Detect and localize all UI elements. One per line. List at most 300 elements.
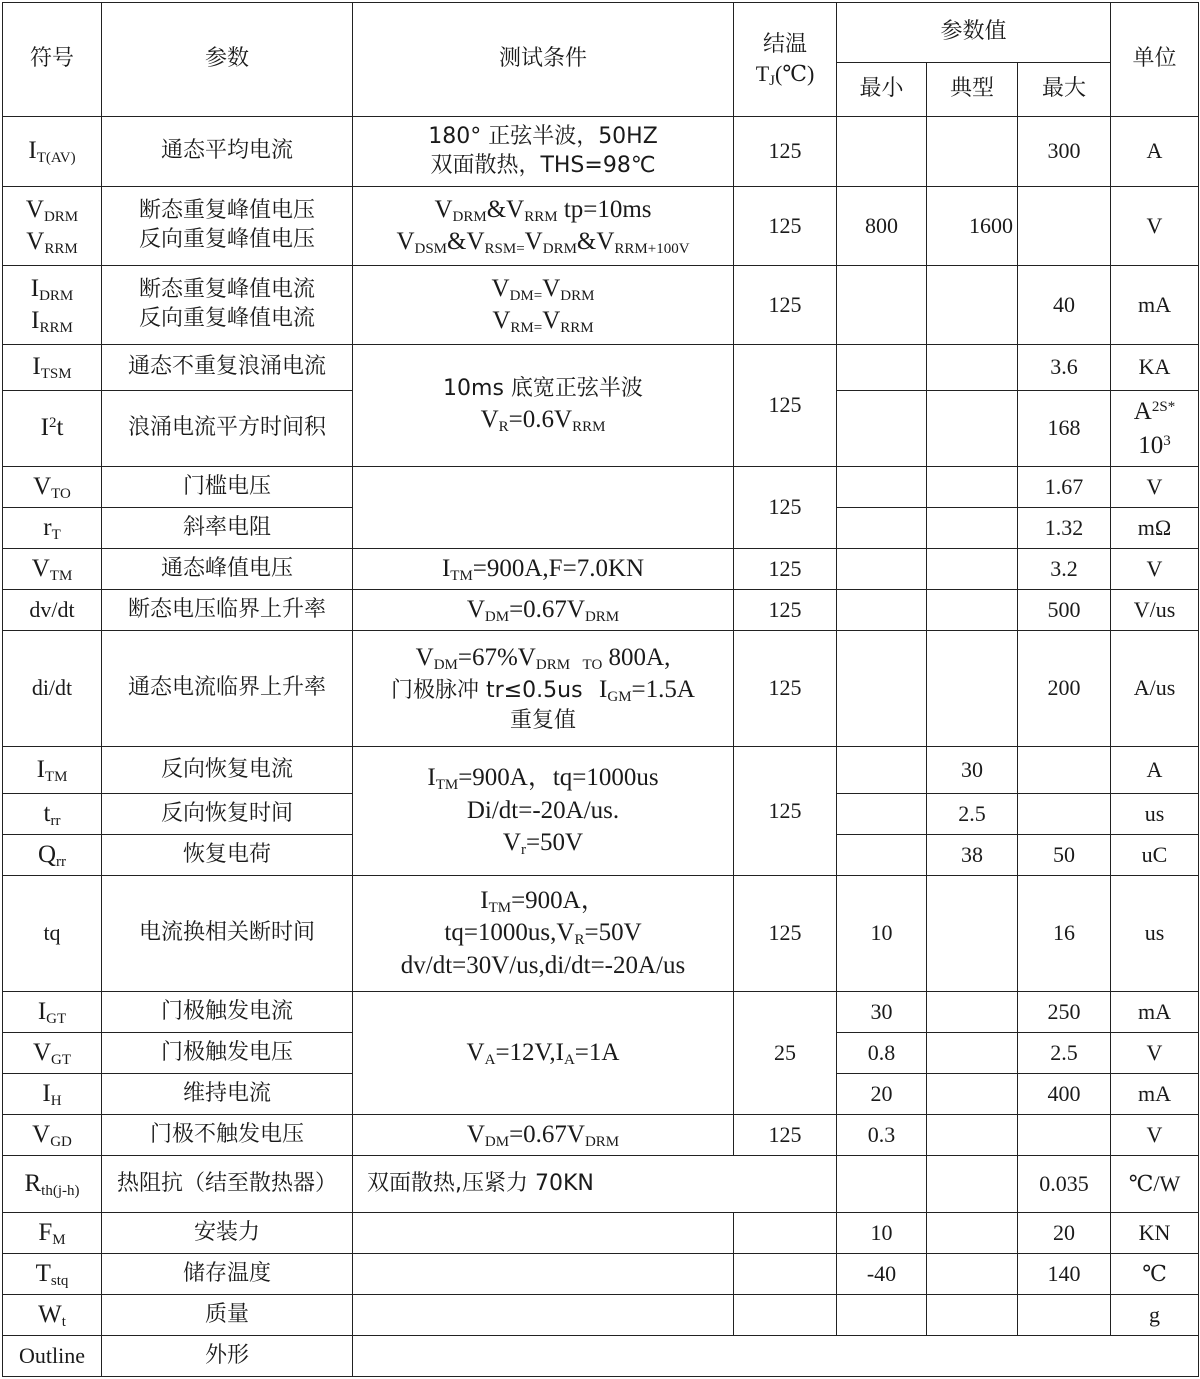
header-parameter: 参数 — [102, 3, 353, 117]
max-cell: 200 — [1018, 631, 1111, 747]
symbol-cell — [3, 747, 102, 794]
max-cell: 1.67 — [1018, 467, 1111, 508]
tj-cell: 125 — [734, 187, 837, 266]
condition-cell — [353, 1213, 734, 1254]
tj-t: T — [755, 60, 770, 86]
cond-text: I — [427, 764, 436, 792]
table-row — [3, 876, 1199, 992]
symbol-cell — [3, 1074, 102, 1115]
condition-cell — [353, 266, 734, 345]
table-row — [3, 631, 1199, 747]
cond-text: V — [492, 307, 511, 334]
tj-cell: 125 — [734, 590, 837, 631]
max-cell: 20 — [1018, 1213, 1111, 1254]
max-cell — [1018, 747, 1111, 794]
header-unit: 单位 — [1111, 3, 1199, 117]
sym-sup: 2 — [48, 415, 57, 432]
cond-text: V — [415, 643, 434, 671]
table-row — [3, 187, 1199, 266]
cond-text: tq=1000us,V — [444, 919, 575, 947]
typ-cell — [927, 1033, 1018, 1074]
sym-sub: th(j-h) — [41, 1182, 80, 1199]
min-cell: 10 — [837, 876, 927, 992]
condition-cell: 双面散热,压紧力 70KN — [353, 1156, 837, 1213]
unit-cell: KN — [1111, 1213, 1199, 1254]
max-cell: 40 — [1018, 266, 1111, 345]
condition-line: 重复值 — [509, 707, 576, 733]
parameter-cell: 通态电流临界上升率 — [102, 631, 353, 747]
cond-sub: DM= — [509, 287, 543, 304]
cond-text: I — [599, 676, 608, 704]
symbol-cell — [3, 117, 102, 187]
parameter-cell: 电流换相关断时间 — [102, 876, 353, 992]
sym-sub: T(AV) — [36, 150, 76, 167]
min-cell: 20 — [837, 1074, 927, 1115]
parameter-cell: 热阻抗（结至散热器） — [102, 1156, 353, 1213]
condition-cell — [353, 590, 734, 631]
tj-cell: 125 — [734, 117, 837, 187]
table-row — [3, 467, 1199, 508]
cond-sub: TO — [582, 656, 603, 673]
typ-cell — [927, 1213, 1018, 1254]
symbol-cell — [3, 345, 102, 391]
min-cell: 0.3 — [837, 1115, 927, 1156]
header-junction-temp — [734, 3, 837, 117]
max-cell: 500 — [1018, 590, 1111, 631]
tj-cell: 125 — [734, 345, 837, 467]
typ-cell: 38 — [927, 835, 1018, 876]
parameter-cell: 反向恢复电流 — [102, 747, 353, 794]
parameter-line: 断态重复峰值电压 — [138, 198, 315, 224]
typ-cell — [927, 549, 1018, 590]
header-conditions: 测试条件 — [353, 3, 734, 117]
sym: R — [24, 1169, 42, 1197]
cond-text: I — [480, 886, 489, 914]
typ-cell — [927, 876, 1018, 992]
max-cell — [1018, 1115, 1111, 1156]
cond-text: =0.67V — [509, 1120, 585, 1148]
symbol-cell — [3, 508, 102, 549]
sym-sub: rr — [56, 853, 67, 870]
cond-text: =1.5A — [631, 676, 695, 704]
unit-cell: V — [1111, 467, 1199, 508]
tj-cell: 125 — [734, 1115, 837, 1156]
unit-cell: V — [1111, 1033, 1199, 1074]
min-cell: -40 — [837, 1254, 927, 1295]
sym: t — [43, 799, 51, 827]
symbol-cell — [3, 391, 102, 467]
symbol-cell — [3, 266, 102, 345]
symbol-cell: Outline — [3, 1336, 102, 1377]
symbol-cell: tq — [3, 876, 102, 992]
sym-sub: T — [51, 526, 61, 543]
cond-sub: A — [484, 1051, 496, 1068]
max-cell: 140 — [1018, 1254, 1111, 1295]
cond-text: =900A，tq=1000us — [458, 764, 659, 792]
sym: V — [25, 195, 44, 223]
unit-cell: V/us — [1111, 590, 1199, 631]
outline-cell — [353, 1336, 1199, 1377]
cond-text: V — [396, 228, 415, 255]
unit-cell: ℃ — [1111, 1254, 1199, 1295]
parameter-cell: 反向恢复时间 — [102, 794, 353, 835]
cond-text: =900A， — [511, 886, 606, 914]
cond-text: =50V — [584, 919, 642, 947]
unit-sup: 3 — [1163, 432, 1171, 449]
cond-text: 门极脉冲 tr≤0.5us — [391, 678, 583, 704]
table-row — [3, 1295, 1199, 1336]
tj-cell: 125 — [734, 266, 837, 345]
typ-cell: 1600 — [927, 187, 1018, 266]
header-typ: 典型 — [927, 63, 1018, 117]
typ-cell — [927, 590, 1018, 631]
condition-line: dv/dt=30V/us,di/dt=-20A/us — [400, 951, 686, 979]
min-cell — [837, 508, 927, 549]
condition-line: 双面散热，THS=98℃ — [430, 152, 656, 178]
cond-text: V — [542, 274, 561, 302]
tj-cell: 125 — [734, 467, 837, 549]
symbol-cell — [3, 1254, 102, 1295]
table-row — [3, 1213, 1199, 1254]
sym-sub: t — [61, 1313, 66, 1330]
sym-sub: H — [50, 1092, 62, 1109]
condition-cell — [353, 1254, 734, 1295]
parameter-cell: 维持电流 — [102, 1074, 353, 1115]
unit-cell: mA — [1111, 266, 1199, 345]
parameter-line: 反向重复峰值电压 — [138, 227, 315, 252]
sym: V — [31, 554, 50, 582]
cond-text: 800A, — [602, 643, 671, 671]
typ-cell — [927, 467, 1018, 508]
cond-text: &V — [486, 195, 525, 223]
cond-sub: DM — [484, 608, 510, 625]
unit-cell: A/us — [1111, 631, 1199, 747]
typ-cell — [927, 1074, 1018, 1115]
cond-sub: RRM — [560, 320, 594, 336]
cond-text: V — [480, 405, 499, 433]
cond-sub: RRM — [572, 418, 606, 435]
cond-sub: R — [574, 932, 585, 949]
sym: I — [42, 1079, 51, 1107]
typ-cell — [927, 992, 1018, 1033]
min-cell — [837, 747, 927, 794]
condition-cell — [353, 1115, 734, 1156]
typ-cell — [927, 1254, 1018, 1295]
tj-sub: J — [769, 72, 776, 89]
condition-cell — [353, 549, 734, 590]
cond-text: =67%V — [457, 643, 536, 671]
parameter-cell — [102, 187, 353, 266]
tj-cell: 125 — [734, 631, 837, 747]
table-row — [3, 1336, 1199, 1377]
parameter-cell: 浪涌电流平方时间积 — [102, 391, 353, 467]
sym: V — [26, 228, 45, 255]
min-cell — [837, 266, 927, 345]
max-cell: 400 — [1018, 1074, 1111, 1115]
table-row — [3, 1254, 1199, 1295]
tj-cell: 125 — [734, 549, 837, 590]
condition-cell — [353, 117, 734, 187]
cond-sub: DM — [484, 1133, 510, 1150]
typ-cell: 2.5 — [927, 794, 1018, 835]
sym-sub: GT — [51, 1051, 72, 1068]
condition-cell — [353, 1295, 734, 1336]
symbol-cell — [3, 187, 102, 266]
cond-sub: RRM — [524, 208, 558, 225]
sym-sub: rr — [50, 812, 61, 829]
sym: t — [56, 414, 64, 442]
cond-sub: RRM+100V — [614, 241, 690, 257]
cond-text: V — [502, 829, 521, 857]
parameter-cell: 门极不触发电压 — [102, 1115, 353, 1156]
max-cell — [1018, 1295, 1111, 1336]
typ-cell — [927, 345, 1018, 391]
unit-cell: V — [1111, 187, 1199, 266]
sym: W — [38, 1300, 62, 1328]
min-cell — [837, 1156, 927, 1213]
sym-sub: TM — [49, 567, 73, 584]
header-symbol: 符号 — [3, 3, 102, 117]
header-row — [3, 3, 1199, 63]
table-row — [3, 117, 1199, 187]
typ-cell — [927, 1295, 1018, 1336]
condition-cell — [353, 345, 734, 467]
cond-sub: RM= — [510, 320, 543, 336]
tj-unit-end: (℃) — [775, 60, 815, 86]
sym: V — [32, 1120, 51, 1148]
sym-sub: RRM — [39, 320, 73, 336]
min-cell — [837, 835, 927, 876]
condition-cell — [353, 631, 734, 747]
cond-sub: GM — [607, 689, 632, 706]
max-cell: 1.32 — [1018, 508, 1111, 549]
unit-sup: 2S* — [1151, 398, 1176, 415]
max-cell: 168 — [1018, 391, 1111, 467]
min-cell: 800 — [837, 187, 927, 266]
unit-cell: g — [1111, 1295, 1199, 1336]
cond-text: V — [466, 595, 485, 623]
unit-cell: A — [1111, 747, 1199, 794]
parameter-cell: 质量 — [102, 1295, 353, 1336]
table-row — [3, 549, 1199, 590]
cond-sub: TM — [450, 567, 473, 584]
unit-text: A — [1133, 397, 1152, 425]
table-row — [3, 1156, 1199, 1213]
symbol-cell: dv/dt — [3, 590, 102, 631]
symbol-cell — [3, 1156, 102, 1213]
typ-cell — [927, 631, 1018, 747]
unit-cell: us — [1111, 794, 1199, 835]
header-min: 最小 — [837, 63, 927, 117]
cond-text: =0.67V — [509, 595, 585, 623]
min-cell — [837, 391, 927, 467]
typ-cell — [927, 391, 1018, 467]
max-cell: 0.035 — [1018, 1156, 1111, 1213]
parameter-cell: 安装力 — [102, 1213, 353, 1254]
sym-sub: stq — [50, 1272, 69, 1289]
unit-cell: uC — [1111, 835, 1199, 876]
sym-sub: GD — [50, 1133, 72, 1150]
parameter-cell: 门极触发电流 — [102, 992, 353, 1033]
max-cell — [1018, 794, 1111, 835]
parameter-cell: 储存温度 — [102, 1254, 353, 1295]
sym-sub: TSM — [40, 366, 72, 383]
max-cell — [1018, 187, 1111, 266]
parameter-cell: 门极触发电压 — [102, 1033, 353, 1074]
unit-cell: mA — [1111, 992, 1199, 1033]
sym-sub: DRM — [39, 287, 74, 304]
sym: V — [32, 1038, 52, 1066]
sym: I — [31, 307, 40, 334]
cond-sub: TM — [435, 777, 459, 794]
parameter-cell: 门槛电压 — [102, 467, 353, 508]
header-values: 参数值 — [837, 3, 1111, 63]
condition-cell — [353, 992, 734, 1115]
cond-text: =50V — [525, 829, 584, 857]
max-cell: 2.5 — [1018, 1033, 1111, 1074]
min-cell — [837, 345, 927, 391]
symbol-cell — [3, 467, 102, 508]
symbol-cell — [3, 1295, 102, 1336]
header-tj-unit — [736, 60, 834, 89]
cond-text: V — [466, 1120, 485, 1148]
min-cell: 10 — [837, 1213, 927, 1254]
parameter-cell: 恢复电荷 — [102, 835, 353, 876]
tj-cell: 125 — [734, 876, 837, 992]
sym: V — [33, 472, 52, 500]
min-cell — [837, 794, 927, 835]
parameter-cell: 通态峰值电压 — [102, 549, 353, 590]
parameter-cell: 斜率电阻 — [102, 508, 353, 549]
unit-text: 10 — [1138, 431, 1164, 459]
cond-text: V — [491, 274, 510, 302]
typ-cell — [927, 117, 1018, 187]
cond-sub: DRM — [542, 241, 577, 257]
unit-cell: ℃/W — [1111, 1156, 1199, 1213]
cond-text: &V — [576, 228, 615, 255]
cond-text: =900A,F=7.0KN — [472, 554, 645, 582]
table-row — [3, 345, 1199, 391]
parameter-cell: 断态电压临界上升率 — [102, 590, 353, 631]
sym: r — [43, 513, 52, 541]
cond-sub: DRM — [560, 287, 595, 304]
min-cell: 30 — [837, 992, 927, 1033]
max-cell: 300 — [1018, 117, 1111, 187]
max-cell: 16 — [1018, 876, 1111, 992]
sym: I — [36, 755, 45, 783]
cond-sub: r — [520, 842, 526, 859]
unit-cell: mΩ — [1111, 508, 1199, 549]
tj-cell — [734, 1213, 837, 1254]
sym: I — [32, 353, 41, 381]
sym: I — [40, 414, 49, 442]
unit-cell — [1111, 391, 1199, 467]
cond-text: V — [542, 307, 561, 334]
specification-table — [2, 2, 1199, 1377]
cond-sub: R — [498, 418, 509, 435]
max-cell: 3.2 — [1018, 549, 1111, 590]
typ-cell — [927, 1115, 1018, 1156]
cond-text: V — [466, 1038, 485, 1066]
parameter-line: 反向重复峰值电流 — [138, 306, 315, 331]
parameter-cell: 通态平均电流 — [102, 117, 353, 187]
parameter-cell: 通态不重复浪涌电流 — [102, 345, 353, 391]
min-cell — [837, 117, 927, 187]
min-cell — [837, 467, 927, 508]
cond-sub: DM — [433, 656, 458, 673]
sym: I — [28, 137, 37, 165]
sym-sub: TM — [44, 768, 68, 785]
unit-cell: A — [1111, 117, 1199, 187]
cond-sub: DRM — [584, 608, 620, 625]
unit-cell: V — [1111, 1115, 1199, 1156]
symbol-cell — [3, 1213, 102, 1254]
sym: F — [38, 1218, 53, 1246]
min-cell — [837, 549, 927, 590]
symbol-cell: di/dt — [3, 631, 102, 747]
condition-line: 180° 正弦半波，50HZ — [428, 123, 658, 149]
table-row — [3, 590, 1199, 631]
cond-sub: TM — [488, 899, 512, 916]
typ-cell — [927, 508, 1018, 549]
symbol-cell — [3, 835, 102, 876]
tj-cell — [734, 1295, 837, 1336]
sym-sub: RRM — [44, 241, 78, 257]
header-tj-label: 结温 — [762, 31, 807, 57]
parameter-line: 断态重复峰值电流 — [138, 277, 315, 303]
table-row — [3, 992, 1199, 1033]
cond-sub: RSM= — [484, 241, 525, 257]
symbol-cell — [3, 992, 102, 1033]
unit-cell: us — [1111, 876, 1199, 992]
condition-cell — [353, 876, 734, 992]
cond-text: =12V,I — [495, 1038, 564, 1066]
condition-cell — [353, 187, 734, 266]
min-cell — [837, 1295, 927, 1336]
parameter-cell — [102, 266, 353, 345]
cond-sub: DSM — [414, 241, 448, 257]
unit-cell: V — [1111, 549, 1199, 590]
symbol-cell — [3, 1115, 102, 1156]
cond-text: &V — [447, 228, 485, 255]
max-cell: 3.6 — [1018, 345, 1111, 391]
sym-sub: GT — [46, 1010, 67, 1027]
parameter-cell: 外形 — [102, 1336, 353, 1377]
cond-sub: DRM — [452, 208, 487, 225]
cond-sub: DRM — [584, 1133, 620, 1150]
typ-cell — [927, 266, 1018, 345]
cond-text: I — [441, 554, 451, 582]
sym-sub: TO — [51, 485, 71, 502]
unit-cell: KA — [1111, 345, 1199, 391]
cond-text: =0.6V — [508, 405, 573, 433]
min-cell: 0.8 — [837, 1033, 927, 1074]
symbol-cell — [3, 549, 102, 590]
unit-cell: mA — [1111, 1074, 1199, 1115]
tj-cell — [734, 1254, 837, 1295]
sym-sub: DRM — [43, 208, 79, 225]
sym: I — [30, 274, 40, 302]
tj-cell: 125 — [734, 747, 837, 876]
condition-cell — [353, 467, 734, 549]
condition-cell — [353, 747, 734, 876]
sym: T — [35, 1259, 51, 1287]
symbol-cell — [3, 794, 102, 835]
symbol-cell — [3, 1033, 102, 1074]
min-cell — [837, 631, 927, 747]
condition-line: 10ms 底宽正弦半波 — [443, 375, 643, 401]
cond-sub: A — [563, 1051, 575, 1068]
